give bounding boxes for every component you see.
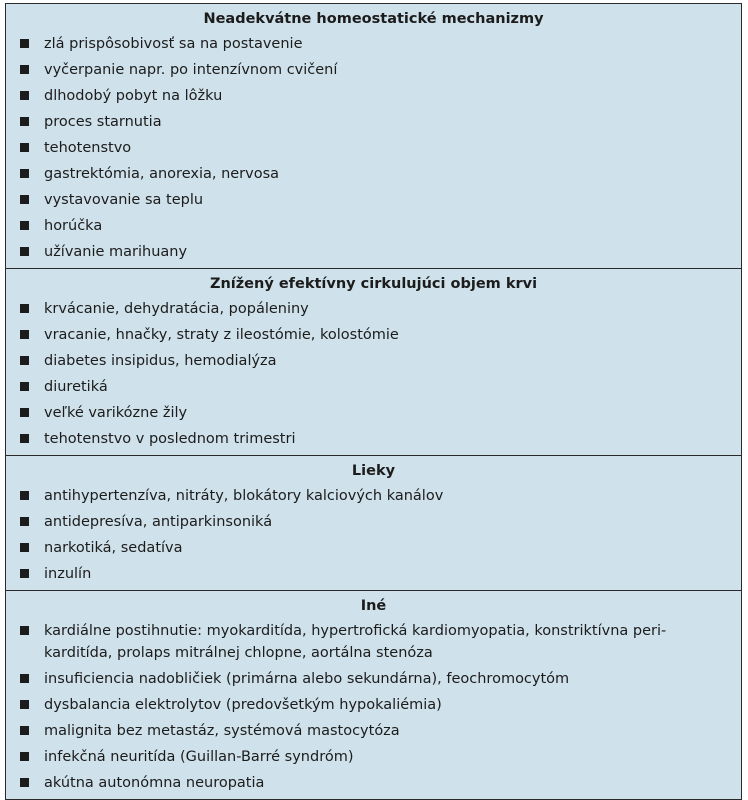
list-item-text: infekčná neuritída (Guillan-Barré syndróm) bbox=[44, 749, 354, 765]
square-bullet-icon bbox=[20, 626, 29, 635]
list-item bbox=[6, 666, 741, 692]
list-item-text: gastrektómia, anorexia, nervosa bbox=[44, 166, 280, 182]
square-bullet-icon bbox=[20, 778, 29, 787]
section-homeostatic bbox=[6, 4, 741, 268]
list-item bbox=[6, 239, 741, 265]
list-item bbox=[6, 57, 741, 83]
square-bullet-icon bbox=[20, 726, 29, 735]
section-drugs bbox=[6, 455, 741, 590]
list-item-text: antidepresíva, antiparkinsoniká bbox=[44, 514, 273, 530]
square-bullet-icon bbox=[20, 221, 29, 230]
square-bullet-icon bbox=[20, 408, 29, 417]
list-item-text: krvácanie, dehydratácia, popáleniny bbox=[44, 301, 309, 317]
list-item-text: vracanie, hnačky, straty z ileostómie, kolostómie bbox=[44, 327, 399, 343]
list-item bbox=[6, 400, 741, 426]
square-bullet-icon bbox=[20, 700, 29, 709]
section-heading: Neadekvátne homeostatické mechanizmy bbox=[203, 11, 544, 27]
square-bullet-icon bbox=[20, 491, 29, 500]
square-bullet-icon bbox=[20, 304, 29, 313]
list-item bbox=[6, 744, 741, 770]
list-item-text: antihypertenzíva, nitráty, blokátory kalciových kanálov bbox=[44, 488, 444, 504]
list-item bbox=[6, 348, 741, 374]
list-item bbox=[6, 296, 741, 322]
list-item bbox=[6, 83, 741, 109]
list-item bbox=[6, 374, 741, 400]
list-item bbox=[6, 618, 741, 666]
square-bullet-icon bbox=[20, 569, 29, 578]
list-item bbox=[6, 135, 741, 161]
square-bullet-icon bbox=[20, 65, 29, 74]
list-item bbox=[6, 109, 741, 135]
list-item bbox=[6, 509, 741, 535]
square-bullet-icon bbox=[20, 674, 29, 683]
list-item-text: akútna autonómna neuropatia bbox=[44, 775, 265, 791]
list-item-text: malignita bez metastáz, systémová mastocytóza bbox=[44, 723, 400, 739]
section-other bbox=[6, 590, 741, 799]
square-bullet-icon bbox=[20, 434, 29, 443]
list-item bbox=[6, 213, 741, 239]
square-bullet-icon bbox=[20, 330, 29, 339]
list-item-text: insuficiencia nadobličiek (primárna alebo sekundárna), feochromocytóm bbox=[44, 671, 570, 687]
section-heading: Lieky bbox=[351, 463, 396, 479]
list-item-text: inzulín bbox=[44, 566, 92, 582]
list-item-text: veľké varikózne žily bbox=[44, 405, 188, 421]
causes-table bbox=[5, 3, 742, 800]
list-item-text: diabetes insipidus, hemodialýza bbox=[44, 353, 277, 369]
square-bullet-icon bbox=[20, 382, 29, 391]
square-bullet-icon bbox=[20, 543, 29, 552]
list-item-text: užívanie marihuany bbox=[44, 244, 188, 260]
list-item-text: dlhodobý pobyt na lôžku bbox=[44, 88, 223, 104]
square-bullet-icon bbox=[20, 143, 29, 152]
square-bullet-icon bbox=[20, 117, 29, 126]
list-item-text: proces starnutia bbox=[44, 114, 162, 130]
section-heading: Znížený efektívny cirkulujúci objem krvi bbox=[209, 276, 538, 292]
list-item-text: vystavovanie sa teplu bbox=[44, 192, 204, 208]
square-bullet-icon bbox=[20, 195, 29, 204]
list-item-text: zlá prispôsobivosť sa na postavenie bbox=[44, 36, 303, 52]
list-item bbox=[6, 718, 741, 744]
list-item bbox=[6, 31, 741, 57]
square-bullet-icon bbox=[20, 356, 29, 365]
list-item-text: diuretiká bbox=[44, 379, 108, 395]
list-item bbox=[6, 483, 741, 509]
list-item bbox=[6, 692, 741, 718]
list-item bbox=[6, 426, 741, 452]
list-item bbox=[6, 322, 741, 348]
list-item-text: horúčka bbox=[44, 218, 103, 234]
square-bullet-icon bbox=[20, 247, 29, 256]
section-heading: Iné bbox=[360, 598, 387, 614]
list-item bbox=[6, 187, 741, 213]
square-bullet-icon bbox=[20, 91, 29, 100]
list-item-text-line: karditída, prolaps mitrálnej chlopne, aortálna stenóza bbox=[44, 645, 433, 661]
square-bullet-icon bbox=[20, 752, 29, 761]
list-item-text-line: kardiálne postihnutie: myokarditída, hypertrofická kardiomyopatia, konstriktívna peri- bbox=[44, 623, 667, 639]
square-bullet-icon bbox=[20, 169, 29, 178]
list-item bbox=[6, 535, 741, 561]
list-item-text: dysbalancia elektrolytov (predovšetkým hypokaliémia) bbox=[44, 697, 442, 713]
list-item bbox=[6, 770, 741, 796]
square-bullet-icon bbox=[20, 39, 29, 48]
list-item-text: vyčerpanie napr. po intenzívnom cvičení bbox=[44, 62, 338, 78]
list-item-text: tehotenstvo v poslednom trimestri bbox=[44, 431, 296, 447]
list-item-text: tehotenstvo bbox=[44, 140, 132, 156]
square-bullet-icon bbox=[20, 517, 29, 526]
list-item bbox=[6, 561, 741, 587]
list-item-text: narkotiká, sedatíva bbox=[44, 540, 183, 556]
list-item bbox=[6, 161, 741, 187]
section-blood-volume bbox=[6, 268, 741, 455]
